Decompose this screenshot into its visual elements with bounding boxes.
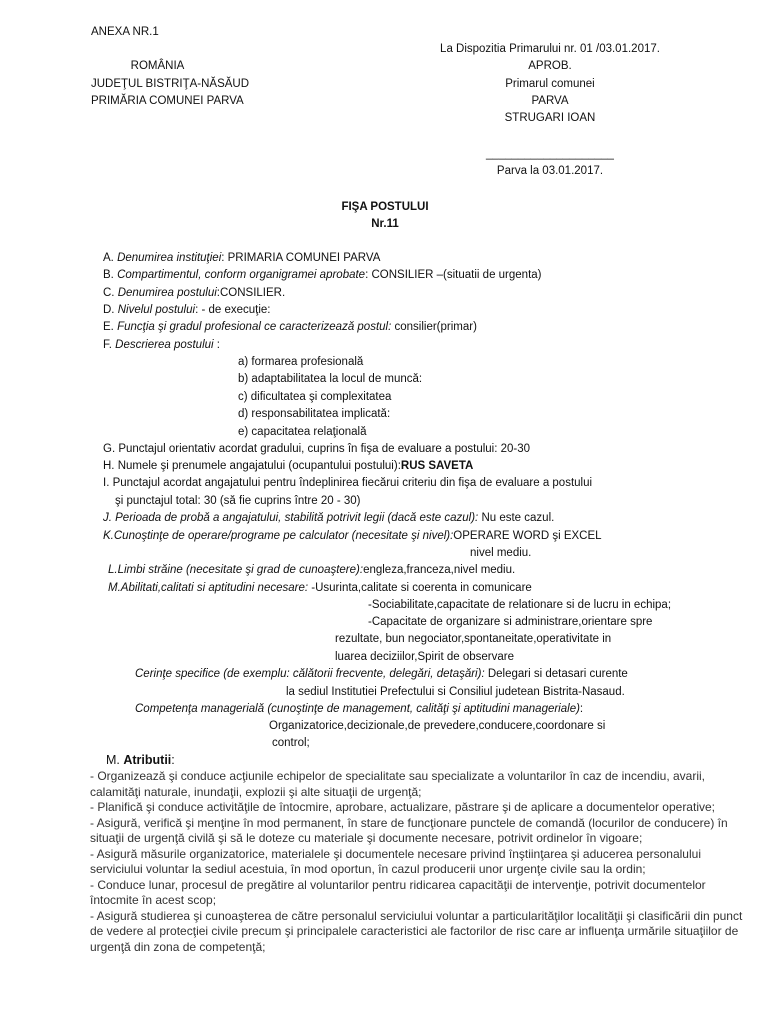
document-title: FIŞA POSTULUI (341, 201, 429, 213)
county-name: JUDEŢUL BISTRIŢA-NĂSĂUD (91, 78, 250, 90)
abilities-line: luarea deciziilor,Spirit de observare (335, 651, 514, 663)
approval-label: APROB. (528, 60, 572, 72)
institution-name: PRIMĂRIA COMUNEI PARVA (91, 95, 244, 107)
field-h-employee: H. Numele şi prenumele angajatului (ocupantului postului):RUS SAVETA (103, 460, 474, 472)
abilities-line: -Sociabilitate,capacitate de relationare si de lucru in echipa; (368, 599, 672, 611)
abilities-line: -Capacitate de organizare si administrare,orientare spre (368, 616, 653, 628)
mayor-title: Primarul comunei (505, 78, 595, 90)
description-item: c) dificultatea şi complexitatea (238, 391, 392, 403)
duties-heading: M. Atributii: (106, 753, 175, 767)
field-i-evaluation-total: şi punctajul total: 30 (să fie cuprins între 20 - 30) (115, 495, 361, 507)
field-d-position-level: D. Nivelul postului: - de execuţie: (103, 304, 271, 316)
duty-item: - Conduce lunar, procesul de pregătire al voluntarilor pentru ridicarea capacităţii de intervenţie, potrivit documentelor întocmite în acest scop; (90, 877, 706, 907)
description-item: a) formarea profesională (238, 356, 364, 368)
field-j-probation: J. Perioada de probă a angajatului, stabilită potrivit legii (dacă este cazul): Nu este cazul. (103, 512, 555, 524)
field-e-function-grade: E. Funcţia şi gradul profesional ce caracterizează postul: consilier(primar) (103, 321, 477, 333)
abilities-line: rezultate, bun negociator,spontaneitate,operativitate in (335, 633, 612, 645)
field-m-abilities: M.Abilitati,calitati si aptitudini necesare: -Usurinta,calitate si coerenta in comunicare (108, 582, 532, 594)
signature-line: ____________________ (486, 148, 614, 160)
duty-item: - Asigură studierea şi cunoaşterea de către personalul serviciului voluntar a particularităţilor localităţii şi clasificării din punct de vedere al protecţiei civile precum şi principalele caracteristici ale factorilor de risc care ar influenţa urmările situaţiilor de urgenţă din zona de competenţă; (90, 908, 743, 954)
mayor-name: STRUGARI IOAN (504, 112, 596, 124)
field-c-position-name: C. Denumirea postului:CONSILIER. (103, 287, 286, 299)
field-k-computer-skills: K.Cunoştinţe de operare/programe pe calculator (necesitate şi nivel):OPERARE WORD şi EXCEL (103, 530, 602, 542)
country-name: ROMÂNIA (130, 60, 185, 72)
field-b-department: B. Compartimentul, conform organigramei aprobate: CONSILIER –(situatii de urgenta) (103, 269, 542, 281)
document-number: Nr.11 (371, 218, 399, 230)
field-i-evaluation: I. Punctajul acordat angajatului pentru îndeplinirea fiecărui criteriu din fişa de evaluare a postului (103, 477, 593, 489)
annex-number: ANEXA NR.1 (91, 26, 159, 38)
specific-requirements: Cerinţe specifice (de exemplu: călătorii frecvente, delegări, detaşări): Delegari si detasari curente (135, 668, 628, 680)
field-l-languages: L.Limbi străine (necesitate şi grad de cunoaştere):engleza,franceza,nivel mediu. (108, 564, 516, 576)
field-a-institution: A. Denumirea instituţiei: PRIMARIA COMUNEI PARVA (103, 252, 381, 264)
description-item: e) capacitatea relaţională (238, 426, 367, 438)
duties-list (90, 769, 750, 955)
employee-name: RUS SAVETA (400, 460, 474, 472)
commune-name: PARVA (531, 95, 569, 107)
duty-item: - Organizează şi conduce acţiunile echipelor de specialitate sau specializate a voluntarilor în caz de incendiu, avarii, calamităţi naturale, inundaţii, explozii şi alte situaţii de urgenţă; (90, 769, 706, 799)
field-f-description: F. Descrierea postului : (103, 339, 220, 351)
managerial-competence: Competenţa managerială (cunoştinţe de management, calităţi şi aptitudini manageriale): (135, 703, 584, 715)
managerial-competence-value: control; (272, 737, 310, 749)
specific-requirements-detail: la sediul Institutiei Prefectului si Consiliul judetean Bistrita-Nasaud. (286, 686, 625, 698)
managerial-competence-value: Organizatorice,decizionale,de prevedere,conducere,coordonare si (269, 720, 606, 732)
description-item: d) responsabilitatea implicată: (238, 408, 391, 420)
duty-item: - Planifică şi conduce activităţile de întocmire, aprobare, actualizare, păstrare şi de aplicare a documentelor operative; (90, 800, 715, 814)
description-item: b) adaptabilitatea la locul de muncă: (238, 373, 423, 385)
approval-date: Parva la 03.01.2017. (496, 165, 604, 177)
computer-skills-level: nivel mediu. (470, 547, 532, 559)
field-g-score: G. Punctajul orientativ acordat gradului, cuprins în fişa de evaluare a postului: 20-30 (103, 443, 531, 455)
duty-item: - Asigură, verifică şi menţine în mod permanent, în stare de funcţionare punctele de comandă (locurilor de conducere) în situaţii de urgenţă civilă şi să le doteze cu materiale şi documente necesare, potrivit ordinelor în vigoare; (90, 815, 728, 845)
duty-item: - Asigură măsurile organizatorice, materialele şi documentele necesare privind înştiinţarea şi aducerea personalului serviciului voluntar la sediul acestuia, în mod oportun, în cazul producerii unor urgenţe civile sau la ordin; (90, 846, 701, 876)
disposition-reference: La Dispozitia Primarului nr. 01 /03.01.2017. (440, 43, 660, 55)
